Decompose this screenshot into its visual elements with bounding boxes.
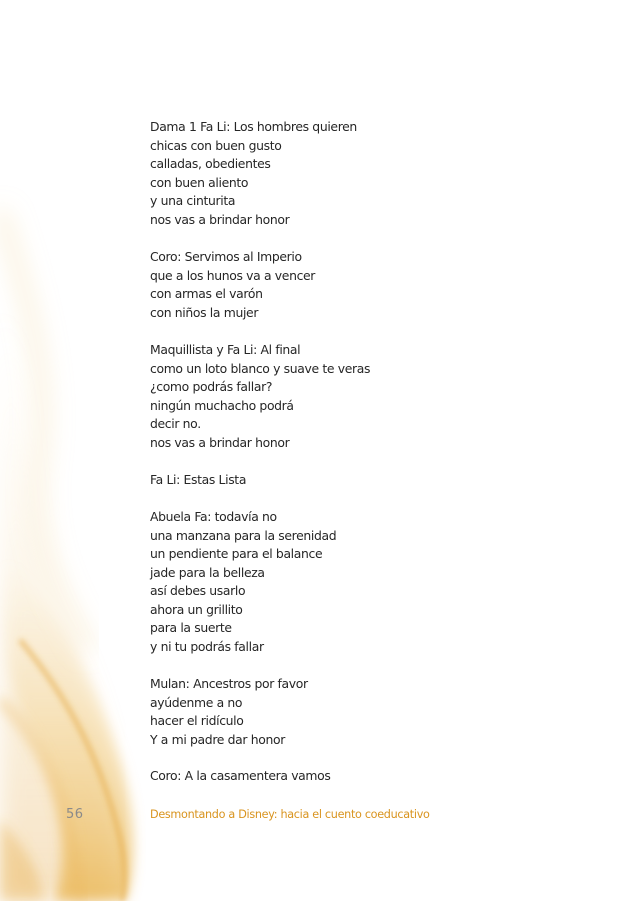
verse-line: así debes usarlo	[150, 583, 246, 598]
verse-line: Fa Li: Estas Lista	[150, 472, 247, 487]
verse-line: decir no.	[150, 416, 201, 431]
verse-line: nos vas a brindar honor	[150, 211, 290, 227]
stanza-abuela	[150, 508, 510, 656]
verse-line: hacer el ridículo	[150, 713, 244, 728]
verse-line: para la suerte	[150, 620, 232, 635]
footer-title: Desmontando a Disney: hacia el cuento coeducativo	[150, 808, 430, 821]
verse-line: con niños la mujer	[150, 304, 259, 320]
stanza-coro-casamentera	[150, 767, 510, 786]
verse-line: ayúdenme a no	[150, 694, 243, 710]
verse-line: nos vas a brindar honor	[150, 434, 290, 450]
verse-line: calladas, obedientes	[150, 156, 271, 171]
verse-line: Mulan: Ancestros por favor	[150, 676, 308, 691]
stanza-fa-li	[150, 471, 510, 490]
verse-line: que a los hunos va a vencer	[150, 267, 316, 283]
verse-line: con buen aliento	[150, 174, 249, 190]
verse-line: Abuela Fa: todavía no	[150, 509, 277, 524]
page-number: 56	[66, 807, 84, 822]
verse-line: Coro: A la casamentera vamos	[150, 768, 331, 783]
verse-line: y ni tu podrás fallar	[150, 638, 264, 654]
verse-line: Dama 1 Fa Li: Los hombres quieren	[150, 119, 357, 134]
verse-line: como un loto blanco y suave te veras	[150, 360, 371, 376]
verse-line: ahora un grillito	[150, 601, 243, 617]
verse-line: Coro: Servimos al Imperio	[150, 249, 302, 264]
stanza-mulan	[150, 675, 510, 749]
verse-line: una manzana para la serenidad	[150, 527, 337, 543]
verse-line: con armas el varón	[150, 286, 263, 301]
stanza-maquillista	[150, 341, 510, 452]
verse-line: un pendiente para el balance	[150, 546, 323, 561]
stanza-dama	[150, 118, 510, 229]
verse-line: ¿como podrás fallar?	[150, 379, 273, 394]
verse-line: y una cinturita	[150, 193, 236, 208]
verse-line: chicas con buen gusto	[150, 137, 282, 153]
smoke-wisps	[0, 210, 133, 901]
verse-line: ningún muchacho podrá	[150, 397, 294, 413]
verse-line: Maquillista y Fa Li: Al final	[150, 342, 301, 357]
verse-line: Y a mi padre dar honor	[150, 731, 285, 747]
stanza-coro-imperio	[150, 248, 510, 322]
verse-line: jade para la belleza	[150, 564, 265, 580]
